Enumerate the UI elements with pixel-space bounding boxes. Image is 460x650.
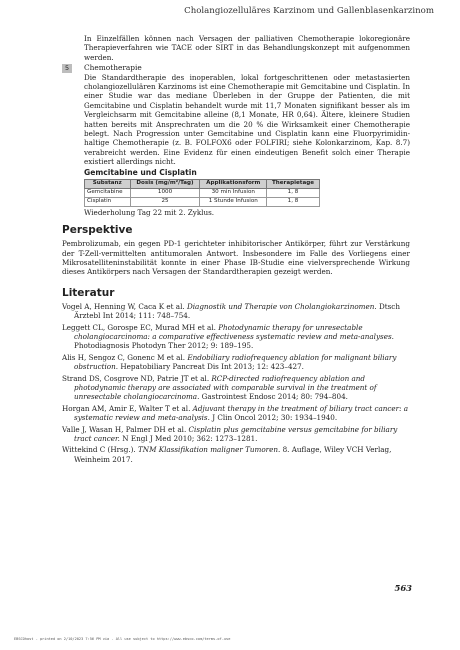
reference-item: Vogel A, Henning W, Caca K et al. Diagnostik und Therapie von Cholangiokarzinomen. Dtsch Ärztebl Int 2014; 111: 748–754.	[62, 301, 400, 321]
intro-paragraph: In Einzelfällen können nach Versagen der palliativen Chemotherapie lokoregionäre Therapieverfahren wie TACE oder SIRT in das Behandlungskonzept mit aufgenommen werden.	[84, 34, 410, 62]
reference-item: Horgan AM, Amir E, Walter T et al. Adjuvant therapy in the treatment of biliary tract cancer: a systematic review and meta-analysis. J Clin Oncol 2012; 30: 1934–1940.	[62, 403, 409, 423]
literature-heading: Literatur	[62, 286, 115, 299]
print-footer: EBSCOhost - printed on 2/10/2023 7:56 PM via . All use subject to https://www.ebsco.com/terms-of-use	[14, 637, 231, 641]
table-cell: 25	[130, 197, 200, 206]
table-cell: 1, 8	[267, 197, 320, 206]
table-row	[85, 197, 320, 206]
table-cell: Gemcitabine	[85, 188, 131, 197]
regimen-table	[84, 179, 320, 207]
page-number: 563	[394, 583, 412, 593]
column-header: Substanz	[85, 179, 131, 188]
step-number-badge: 5	[62, 64, 72, 73]
reference-item: Strand DS, Cosgrove ND, Patrie JT et al. RCP-directed radiofrequency ablation and photodynamic therapy are associated with comparable survival in the treatment of unresectable cholangiocarcinoma. Gastrointest Endosc 2014; 80: 794–804.	[62, 373, 377, 402]
running-header: Cholangiozelluläres Karzinom und Gallenblasenkarzinom	[184, 6, 434, 16]
column-header: Dosis (mg/m²/Tag)	[130, 179, 200, 188]
step-title: Chemotherapie	[84, 63, 142, 73]
table-header-row	[85, 179, 320, 188]
column-header: Therapietage	[267, 179, 320, 188]
reference-item: Valle J, Wasan H, Palmer DH et al. Cisplatin plus gemcitabine versus gemcitabine for biliary tract cancer. N Engl J Med 2010; 362: 1273–1281.	[62, 424, 398, 443]
table-cell: Cisplatin	[85, 197, 131, 206]
table-cell: 1, 8	[267, 188, 320, 197]
reference-item: Alis H, Sengoz C, Gonenc M et al. Endobiliary radiofrequency ablation for malignant biliary obstruction. Hepatobiliary Pancreat Dis Int 2013; 12: 423–427.	[62, 352, 397, 372]
column-header: Applikationsform	[200, 179, 267, 188]
step-5-chemotherapy	[62, 63, 410, 166]
perspective-heading: Perspektive	[62, 224, 133, 237]
step-body: Die Standardtherapie des inoperablen, lokal fortgeschrittenen oder metastasierten cholangiozellulären Karzinoms ist eine Chemotherapie mit Gemcitabine und Cisplatin. In einer Studie war das mediane Überleben in der Gruppe der Patienten, die mit Gemcitabine und Cisplatin behandelt wurde mit 11,7 Monaten signifikant besser als im Vergleichsarm mit Gemcitabine alleine (8,1 Monate, HR 0,64). Ältere, kleinere Studien hatten bereits mit Ansprechraten um die 20 % die Wirksamkeit einer Chemotherapie belegt. Nach Progression unter Gemcitabine und Cisplatin kann eine Fluorpyrimidin-haltige Chemotherapie (z. B. FOLFOX6 oder FOLFIRI; siehe Kolonkarzinom, Kap. 8.7) verabreicht werden. Eine Evidenz für einen eindeutigen Benefit solch einer Therapie existiert allerdings nicht.	[84, 72, 410, 167]
reference-item: Leggett CL, Gorospe EC, Murad MH et al. Photodynamic therapy for unresectable cholangiocarcinoma: a comparative effectiveness systematic review and meta-analyses. Photodiagnosis Photodyn Ther 2012; 9: 189–195.	[62, 322, 394, 351]
table-cell: 1 Stunde Infusion	[200, 197, 267, 206]
repeat-note: Wiederholung Tag 22 mit 2. Zyklus.	[84, 207, 215, 217]
table-row	[85, 188, 320, 197]
table-cell: 1000	[130, 188, 200, 197]
regimen-block	[62, 168, 410, 465]
regimen-title: Gemcitabine und Cisplatin	[84, 167, 197, 177]
reference-list	[62, 302, 410, 465]
page-content	[62, 34, 410, 466]
reference-item: Wittekind C (Hrsg.). TNM Klassifikation maligner Tumoren. 8. Auflage, Wiley VCH Verlag, Weinheim 2017.	[62, 445, 392, 464]
table-cell: 30 min Infusion	[200, 188, 267, 197]
perspective-body: Pembrolizumab, ein gegen PD-1 gerichteter inhibitorischer Antikörper, führt zur Verstärkung der T-Zell-vermittelten antitumoralen Antwort. Insbesondere im Falle des Vorliegens einer Mikrosatelliteninstabilität konnte in einer Phase IB-Studie eine vielversprechende Wirkung dieses Antikörpers nach Versagen der Standardtherapien gezeigt werden.	[62, 239, 410, 277]
